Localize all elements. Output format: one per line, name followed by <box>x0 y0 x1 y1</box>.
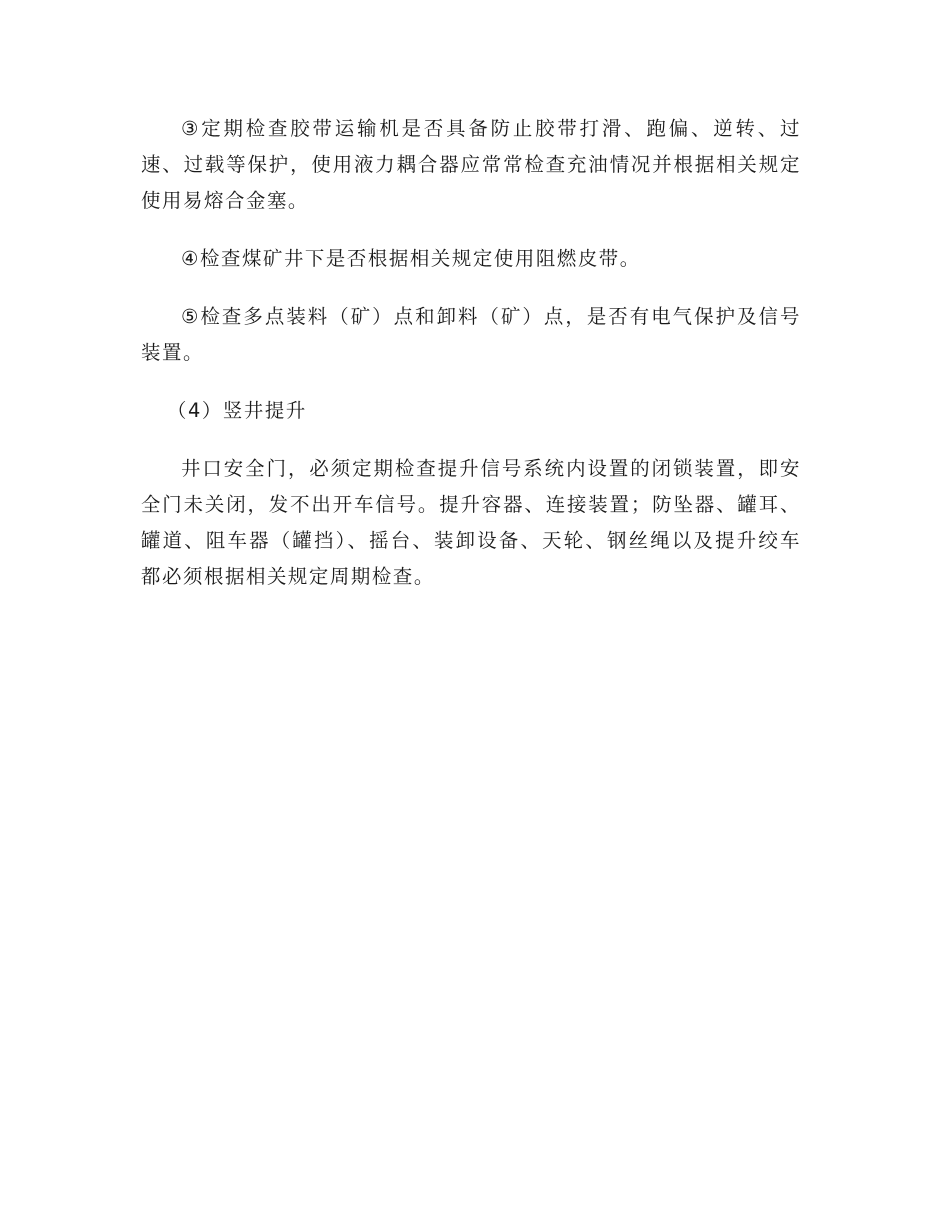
paragraph-shaft-safety-gate: 井口安全门，必须定期检查提升信号系统内设置的闭锁装置，即安全门未关闭，发不出开车信号。提升容器、连接装置；防坠器、罐耳、罐道、阻车器（罐挡）、摇台、装卸设备、天轮、钢丝绳以及提升绞车都必须根据相关规定周期检查。 <box>141 457 801 588</box>
paragraph-flame-retardant-belt: ④检查煤矿井下是否根据相关规定使用阻燃皮带。 <box>181 247 641 270</box>
paragraph-belt-conveyor-protection: ③定期检查胶带运输机是否具备防止胶带打滑、跑偏、逆转、过速、过载等保护，使用液力耦合器应常常检查充油情况并根据相关规定使用易熔合金塞。 <box>141 117 801 212</box>
section-heading-shaft-hoisting: （4）竖井提升 <box>167 399 307 422</box>
document-body <box>141 111 801 617</box>
paragraph-loading-points: ⑤检查多点装料（矿）点和卸料（矿）点，是否有电气保护及信号装置。 <box>141 305 801 364</box>
